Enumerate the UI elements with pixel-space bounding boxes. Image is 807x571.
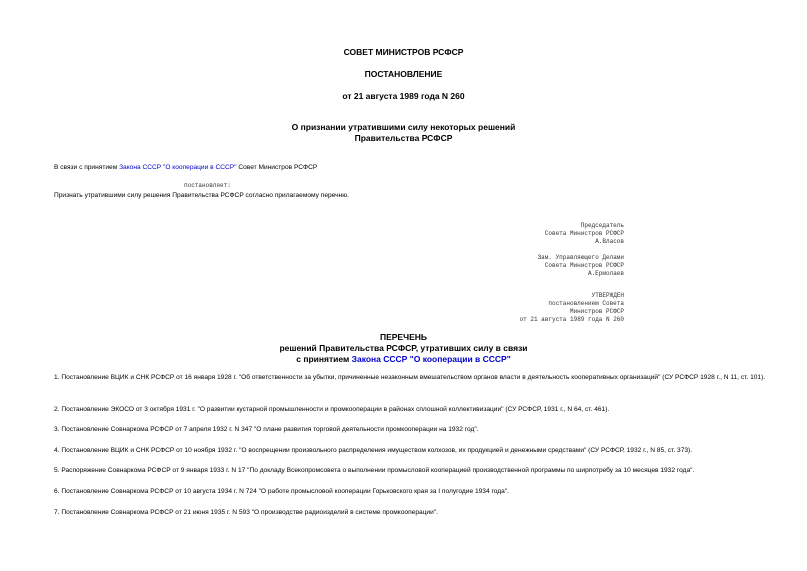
list-item: 2. Постановление ЭКОСО от 3 октября 1931 г. "О развитии кустарной промышленности и промкооперации в районах сплошной коллективизации" (СУ РСФСР, 1931 г., N 64, ст. 461). [54,406,610,413]
resolves-word: постановляет: [184,182,231,189]
approval-line4: от 21 августа 1989 года N 260 [519,316,624,323]
chair-title1: Председатель [580,222,624,229]
document-title-line1: О признании утратившими силу некоторых решений [291,122,516,132]
document-title-line2: Правительства РСФСР [354,133,453,143]
list-subtitle-line2: решений Правительства РСФСР, утративших силу в связи [279,343,528,353]
approval-line2: постановлением Совета [548,300,624,307]
approval-line1: УТВЕРЖДЕН [591,292,624,299]
deputy-name: А.Ермолаев [587,270,624,277]
list-item: 5. Распоряжение Совнаркома РСФСР от 9 января 1933 г. N 17 "По докладу Всекопромсовета о выполнении промысловой кооперацией производственной программы по ширпотребу за 10 месяцев 1932 года". [54,467,695,474]
list-item: 1. Постановление ВЦИК и СНК РСФСР от 16 января 1928 г. "Об ответственности за убытки, причиненные незаконным вмешательством органов власти в деятельность кооперативных организаций" (СУ РСФСР 1928 г., N 11, ст. 101). [54,374,766,381]
list-subtitle-prefix: с принятием [296,354,352,364]
deputy-title2: Совета Министров РСФСР [544,262,624,269]
list-law-link[interactable]: Закона СССР "О кооперации в СССР" [351,354,511,364]
document-type: ПОСТАНОВЛЕНИЕ [364,69,443,79]
list-item: 6. Постановление Совнаркома РСФСР от 10 августа 1934 г. N 724 "О работе промысловой кооперации Горьковского края за I полугодие 1934 года". [54,488,509,495]
issuer-title: СОВЕТ МИНИСТРОВ РСФСР [343,47,464,57]
list-item: 7. Постановление Совнаркома РСФСР от 21 июня 1935 г. N 593 "О производстве радиоизделий в системе промкооперации". [54,509,438,516]
document-date-number: от 21 августа 1989 года N 260 [342,91,465,101]
list-item: 4. Постановление ВЦИК и СНК РСФСР от 10 ноября 1932 г. "О воспрещении произвольного распределения имуществом колхозов, их продукцией и денежными средствами" (СУ РСФСР, 1932 г., N 85, ст. 373). [54,447,693,454]
preamble [54,164,317,171]
resolution-text: Признать утратившими силу решения Правительства РСФСР согласно прилагаемому перечню. [54,192,349,199]
list-item: 3. Постановление Совнаркома РСФСР от 7 апреля 1932 г. N 347 "О плане развития торговой деятельности промкооперации на 1932 год". [54,426,479,433]
list-title: ПЕРЕЧЕНЬ [379,332,427,342]
list-subtitle-line3 [0,354,807,364]
deputy-title1: Зам. Управляющего Делами [537,254,624,261]
preamble-prefix: В связи с принятием [54,164,120,171]
chair-name: А.Власов [595,238,624,245]
approval-line3: Министров РСФСР [569,308,624,315]
chair-title2: Совета Министров РСФСР [544,230,624,237]
preamble-suffix: Совет Министров РСФСР [236,164,318,171]
law-link[interactable]: Закона СССР "О кооперации в СССР" [119,164,237,171]
